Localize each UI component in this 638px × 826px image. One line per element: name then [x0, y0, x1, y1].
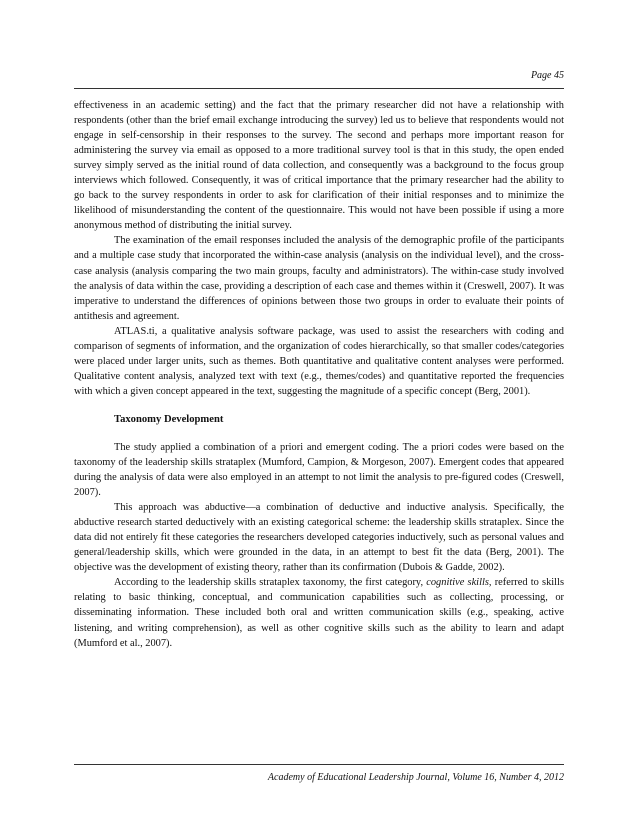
paragraph-text: referred to skills relating to basic thinking, conceptual, and communication capabilities such as collecting, processing, or disseminating information. These included both oral and written communication skills (e.g., speaking, active listening, and writing comprehension), as well as other cognitive skills such as the ability to learn and adapt (Mumford et al., 2007).	[74, 577, 564, 649]
section-heading: Taxonomy Development	[114, 413, 224, 425]
body-paragraph: effectiveness in an academic setting) and the fact that the primary researcher did not have a relationship with respondents (other than the brief email exchange introducing the survey) led us to believe that respondents would not engage in self-censorship in their responses to the survey. The second and perhaps more important reason for administering the survey via email as opposed to a more traditional survey tool is that in this study, the open ended survey simply served as the initial round of data collection, and consequently was a background to the focus group interviews which followed. Consequently, it was of critical importance that the primary researcher had the ability to go back to the survey respondents in order to ask for clarification of their initial responses and to minimize the likelihood of misunderstanding the content of the questionnaire. This would not have been possible if using a more anonymous method of distributing the initial survey.	[74, 100, 564, 232]
header-rule	[74, 88, 564, 89]
body-paragraph: This approach was abductive—a combination of deductive and inductive analysis. Specifically, the abductive research started deductively with an existing categorical scheme: the leadership skills strataplex. Since the data did not entirely fit these categories the researchers developed categories inductively, such as personal values and general/leadership skills, which were grounded in the data, in an attempt to best fit the data (Berg, 2001). The objective was the development of existing theory, rather than its confirmation (Dubois & Gadde, 2002).	[74, 502, 564, 574]
emphasized-term: cognitive skills,	[426, 577, 492, 589]
body-paragraph: ATLAS.ti, a qualitative analysis software package, was used to assist the researchers with coding and comparison of segments of information, and the organization of codes hierarchically, so that smaller codes/categories were placed under larger units, such as themes. Both quantitative and qualitative content analyses were performed. Qualitative content analysis, analyzed text with text (e.g., themes/codes) and quantitative reported the frequencies with which a given concept appeared in the text, suggesting the magnitude of a specific concept (Berg, 2001).	[74, 325, 564, 397]
body-paragraph: The examination of the email responses included the analysis of the demographic profile of the participants and a multiple case study that incorporated the within-case analysis (analysis on the individual level), and the cross-case analysis (analysis comparing the two main groups, faculty and administrators). The within-case study involved the analysis of data within the case, providing a description of each case and themes within it (Creswell, 2007). It was imperative to understand the differences of opinions between those two groups in order to evaluate their points of antithesis and agreement.	[74, 235, 564, 322]
journal-footer: Academy of Educational Leadership Journal, Volume 16, Number 4, 2012	[267, 772, 564, 783]
body-paragraph: The study applied a combination of a priori and emergent coding. The a priori codes were based on the taxonomy of the leadership skills strataplex (Mumford, Campion, & Morgeson, 2007). Emergent codes that appeared during the analysis of data were also employed in an attempt to not limit the analysis to pre-figured codes (Creswell, 2007).	[74, 441, 564, 499]
page-number: Page 45	[530, 70, 564, 81]
body-paragraph	[74, 575, 564, 650]
article-body	[74, 98, 564, 651]
footer-rule	[74, 764, 564, 765]
paragraph-text: According to the leadership skills strataplex taxonomy, the first category,	[114, 577, 427, 589]
